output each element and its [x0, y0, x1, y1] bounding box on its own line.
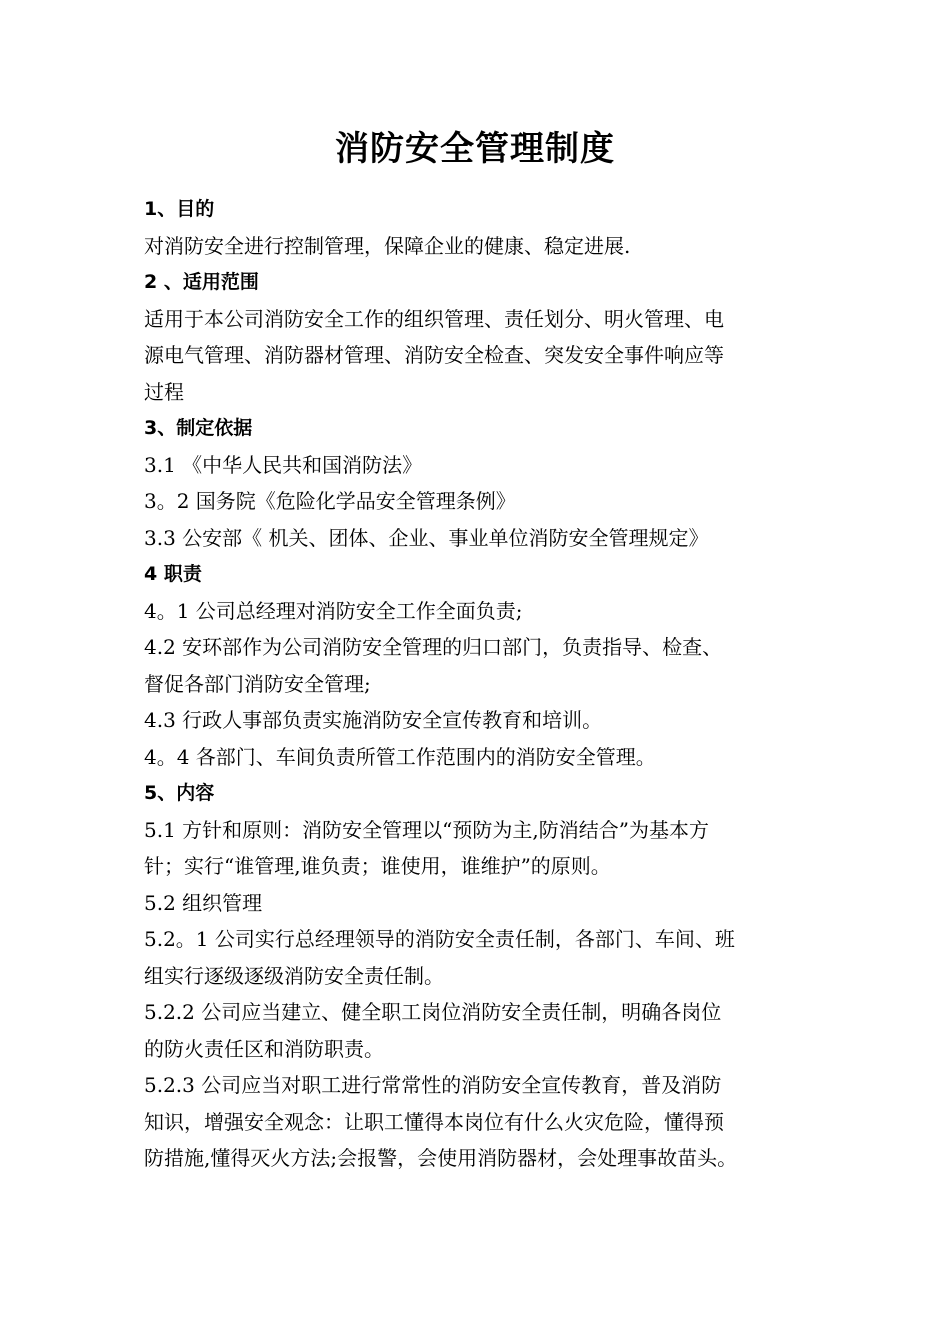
paragraph-line: 对消防安全进行控制管理，保障企业的健康、稳定进展.	[144, 233, 631, 258]
paragraph-line: 4。1 公司总经理对消防安全工作全面负责;	[144, 598, 523, 623]
document-body	[144, 191, 809, 1177]
section-heading: 4 职责	[144, 563, 202, 585]
paragraph-line: 适用于本公司消防安全工作的组织管理、责任划分、明火管理、电	[144, 306, 724, 331]
paragraph-line: 5.2.3 公司应当对职工进行常常性的消防安全宣传教育，普及消防	[144, 1073, 722, 1097]
paragraph-line: 5.2 组织管理	[144, 890, 263, 915]
paragraph-line: 4.3 行政人事部负责实施消防安全宣传教育和培训。	[144, 708, 603, 732]
paragraph-line: 5.1 方针和原则：消防安全管理以“预防为主,防消结合”为基本方	[144, 817, 709, 842]
paragraph-line: 3.1 《中华人民共和国消防法》	[144, 452, 423, 477]
paragraph-line: 5.2。1 公司实行总经理领导的消防安全责任制，各部门、车间、班	[144, 927, 735, 951]
paragraph-line: 督促各部门消防安全管理;	[144, 671, 371, 696]
section-heading: 5、内容	[144, 782, 215, 804]
paragraph-line: 5.2.2 公司应当建立、健全职工岗位消防安全责任制，明确各岗位	[144, 1000, 722, 1024]
paragraph-line: 4。4 各部门、车间负责所管工作范围内的消防安全管理。	[144, 744, 656, 769]
document-title: 消防安全管理制度	[335, 129, 615, 169]
paragraph-line: 4.2 安环部作为公司消防安全管理的归口部门，负责指导、检查、	[144, 635, 723, 659]
paragraph-line: 的防火责任区和消防职责。	[144, 1036, 384, 1061]
section-heading: 2 、适用范围	[144, 271, 259, 293]
section-heading: 1、目的	[144, 198, 215, 220]
paragraph-line: 3。2 国务院《危险化学品安全管理条例》	[144, 489, 516, 513]
paragraph-line: 过程	[144, 379, 184, 404]
paragraph-line: 源电气管理、消防器材管理、消防安全检查、突发安全事件响应等	[144, 343, 724, 367]
paragraph-line: 组实行逐级逐级消防安全责任制。	[144, 963, 444, 988]
section-heading: 3、制定依据	[144, 417, 253, 439]
paragraph-line: 3.3 公安部《 机关、团体、企业、事业单位消防安全管理规定》	[144, 525, 709, 550]
paragraph-line: 针；实行“谁管理,谁负责；谁使用，谁维护”的原则。	[144, 854, 611, 878]
paragraph-line: 知识，增强安全观念：让职工懂得本岗位有什么火灾危险，懂得预	[144, 1109, 724, 1134]
paragraph-line: 防措施,懂得灭火方法;会报警，会使用消防器材，会处理事故苗头。	[144, 1146, 738, 1170]
